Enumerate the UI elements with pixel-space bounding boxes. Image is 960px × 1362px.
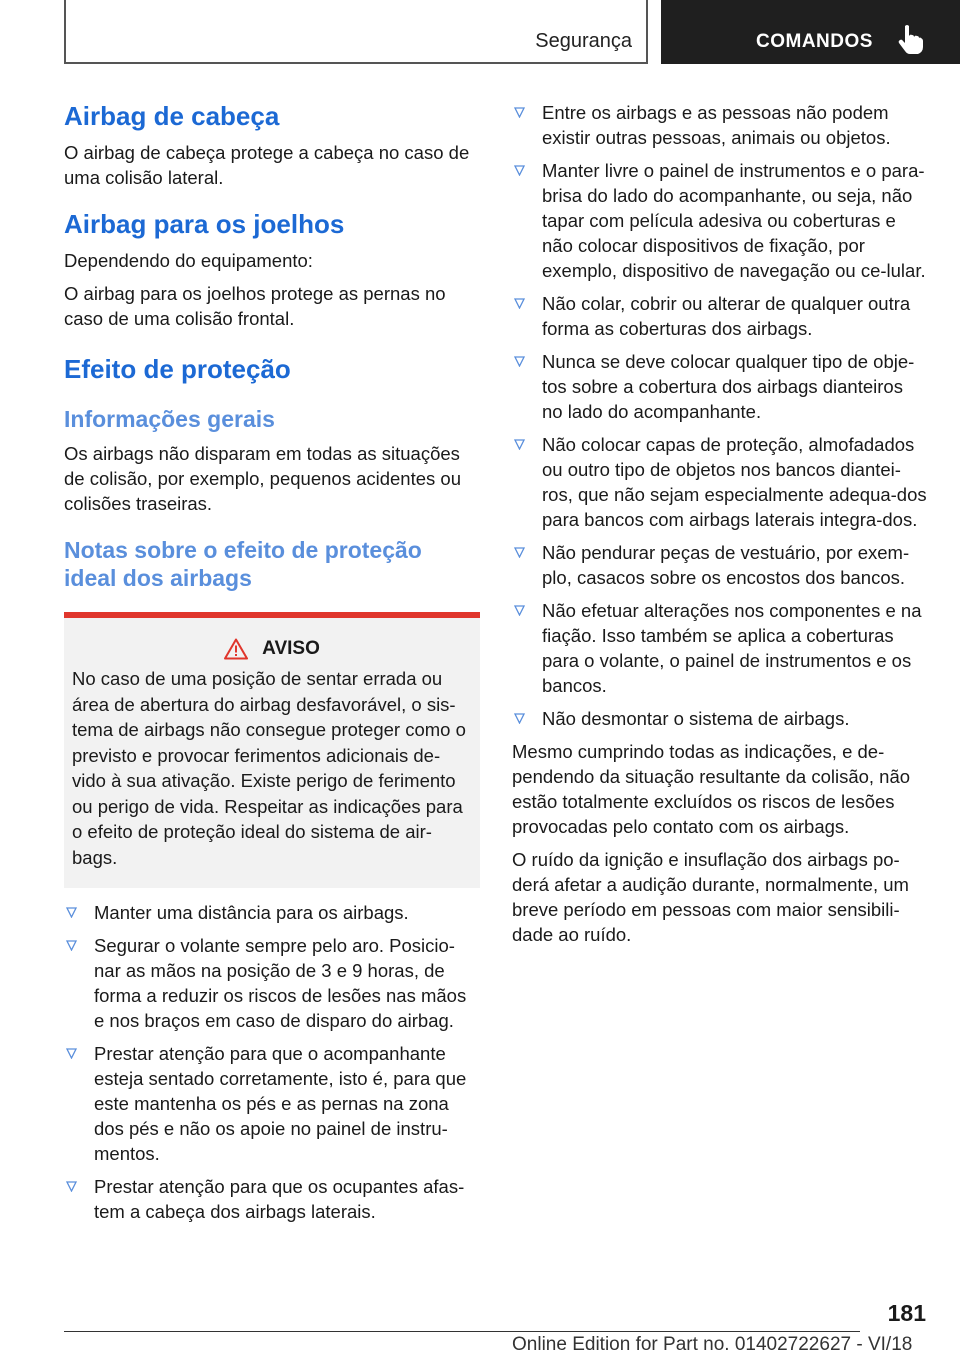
footer-rule bbox=[64, 1331, 860, 1332]
triangle-bullet-icon bbox=[514, 356, 525, 367]
list-item: Não pendurar peças de vestuário, por exem-plo, casacos sobre os encostos dos bancos. bbox=[512, 540, 928, 590]
text-noise-warning: O ruído da ignição e insuflação dos airbags po-derá afetar a audição durante, normalmente, um breve período em pessoas com maior sensibili-dade ao ruído. bbox=[512, 849, 909, 945]
list-item: Não efetuar alterações nos componentes e na fiação. Isso também se aplica a coberturas para o volante, o painel de instrumentos e os bancos. bbox=[512, 598, 928, 698]
list-item: Segurar o volante sempre pelo aro. Posicio-nar as mãos na posição de 3 e 9 horas, de forma a reduzir os riscos de lesões nas mãos e nos braços em caso de disparo do airbag. bbox=[64, 933, 480, 1033]
triangle-bullet-icon bbox=[66, 940, 77, 951]
right-bullet-list bbox=[512, 100, 928, 731]
heading-protection-effect: Efeito de proteção bbox=[64, 354, 291, 384]
warning-box bbox=[64, 612, 480, 888]
list-item: Manter livre o painel de instrumentos e o para-brisa do lado do acompanhante, ou seja, não tapar com película adesiva ou coberturas e não colocar dispositivos de fixação, por exemplo, dispositivo de navegação ou ce-lular. bbox=[512, 158, 928, 283]
warning-triangle-icon bbox=[224, 638, 248, 660]
header-chapter-box bbox=[661, 0, 960, 64]
header-section-label: Segurança bbox=[535, 30, 632, 52]
triangle-bullet-icon bbox=[66, 1048, 77, 1059]
triangle-bullet-icon bbox=[66, 907, 77, 918]
triangle-bullet-icon bbox=[514, 107, 525, 118]
footer-edition: Online Edition for Part no. 01402722627 - VI/18 bbox=[512, 1334, 913, 1355]
text-general-info: Os airbags não disparam em todas as situações de colisão, por exemplo, pequenos acidentes ou colisões traseiras. bbox=[64, 443, 461, 514]
page-number: 181 bbox=[887, 1300, 926, 1326]
text-head-airbag: O airbag de cabeça protege a cabeça no caso de uma colisão lateral. bbox=[64, 142, 470, 188]
list-item: Prestar atenção para que o acompanhante esteja sentado corretamente, isto é, para que este mantenha os pés e as pernas na zona dos pés e não os apoie no painel de instru-mentos. bbox=[64, 1041, 480, 1166]
list-item: Não colar, cobrir ou alterar de qualquer outra forma as coberturas dos airbags. bbox=[512, 291, 928, 341]
warning-title: AVISO bbox=[262, 638, 320, 659]
triangle-bullet-icon bbox=[66, 1181, 77, 1192]
list-item: Entre os airbags e as pessoas não podem existir outras pessoas, animais ou objetos. bbox=[512, 100, 928, 150]
heading-knee-airbag: Airbag para os joelhos bbox=[64, 209, 345, 239]
list-item: Não desmontar o sistema de airbags. bbox=[512, 706, 928, 731]
left-bullet-list bbox=[64, 900, 480, 1224]
triangle-bullet-icon bbox=[514, 547, 525, 558]
text-knee-equipment: Dependendo do equipamento: bbox=[64, 250, 313, 271]
triangle-bullet-icon bbox=[514, 605, 525, 616]
text-residual-risk: Mesmo cumprindo todas as indicações, e de-pendendo da situação resultante da colisão, não estão totalmente excluídos os riscos de lesões provocadas pelo contato com os airbags. bbox=[512, 741, 911, 837]
heading-general-info: Informações gerais bbox=[64, 406, 275, 432]
header-chapter-label: COMANDOS bbox=[756, 31, 873, 52]
triangle-bullet-icon bbox=[514, 165, 525, 176]
triangle-bullet-icon bbox=[514, 713, 525, 724]
triangle-bullet-icon bbox=[514, 298, 525, 309]
pointing-hand-icon bbox=[897, 24, 923, 54]
left-column bbox=[64, 100, 480, 1232]
warning-text: No caso de uma posição de sentar errada ou área de abertura do airbag desfavorável, o sis-tema de airbags não consegue proteger como o previsto e provocar ferimentos adicionais de-vido à sua ativação. Existe perigo de ferimento ou perigo de vida. Respeitar as indicações para o efeito de proteção ideal do sistema de air-bags. bbox=[72, 668, 466, 868]
text-knee-airbag: O airbag para os joelhos protege as pernas no caso de uma colisão frontal. bbox=[64, 283, 446, 329]
right-column bbox=[512, 100, 928, 947]
heading-protection-notes: Notas sobre o efeito de proteção ideal dos airbags bbox=[64, 537, 422, 591]
list-item: Não colocar capas de proteção, almofadados ou outro tipo de objetos nos bancos diantei-ros, que não sejam especialmente adequa-dos para bancos com airbags laterais integra-dos. bbox=[512, 432, 928, 532]
list-item: Manter uma distância para os airbags. bbox=[64, 900, 480, 925]
list-item: Nunca se deve colocar qualquer tipo de obje-tos sobre a cobertura dos airbags dianteiros no lado do acompanhante. bbox=[512, 349, 928, 424]
heading-head-airbag: Airbag de cabeça bbox=[64, 101, 280, 131]
list-item: Prestar atenção para que os ocupantes afas-tem a cabeça dos airbags laterais. bbox=[64, 1174, 480, 1224]
triangle-bullet-icon bbox=[514, 439, 525, 450]
header-section-box bbox=[64, 0, 648, 64]
